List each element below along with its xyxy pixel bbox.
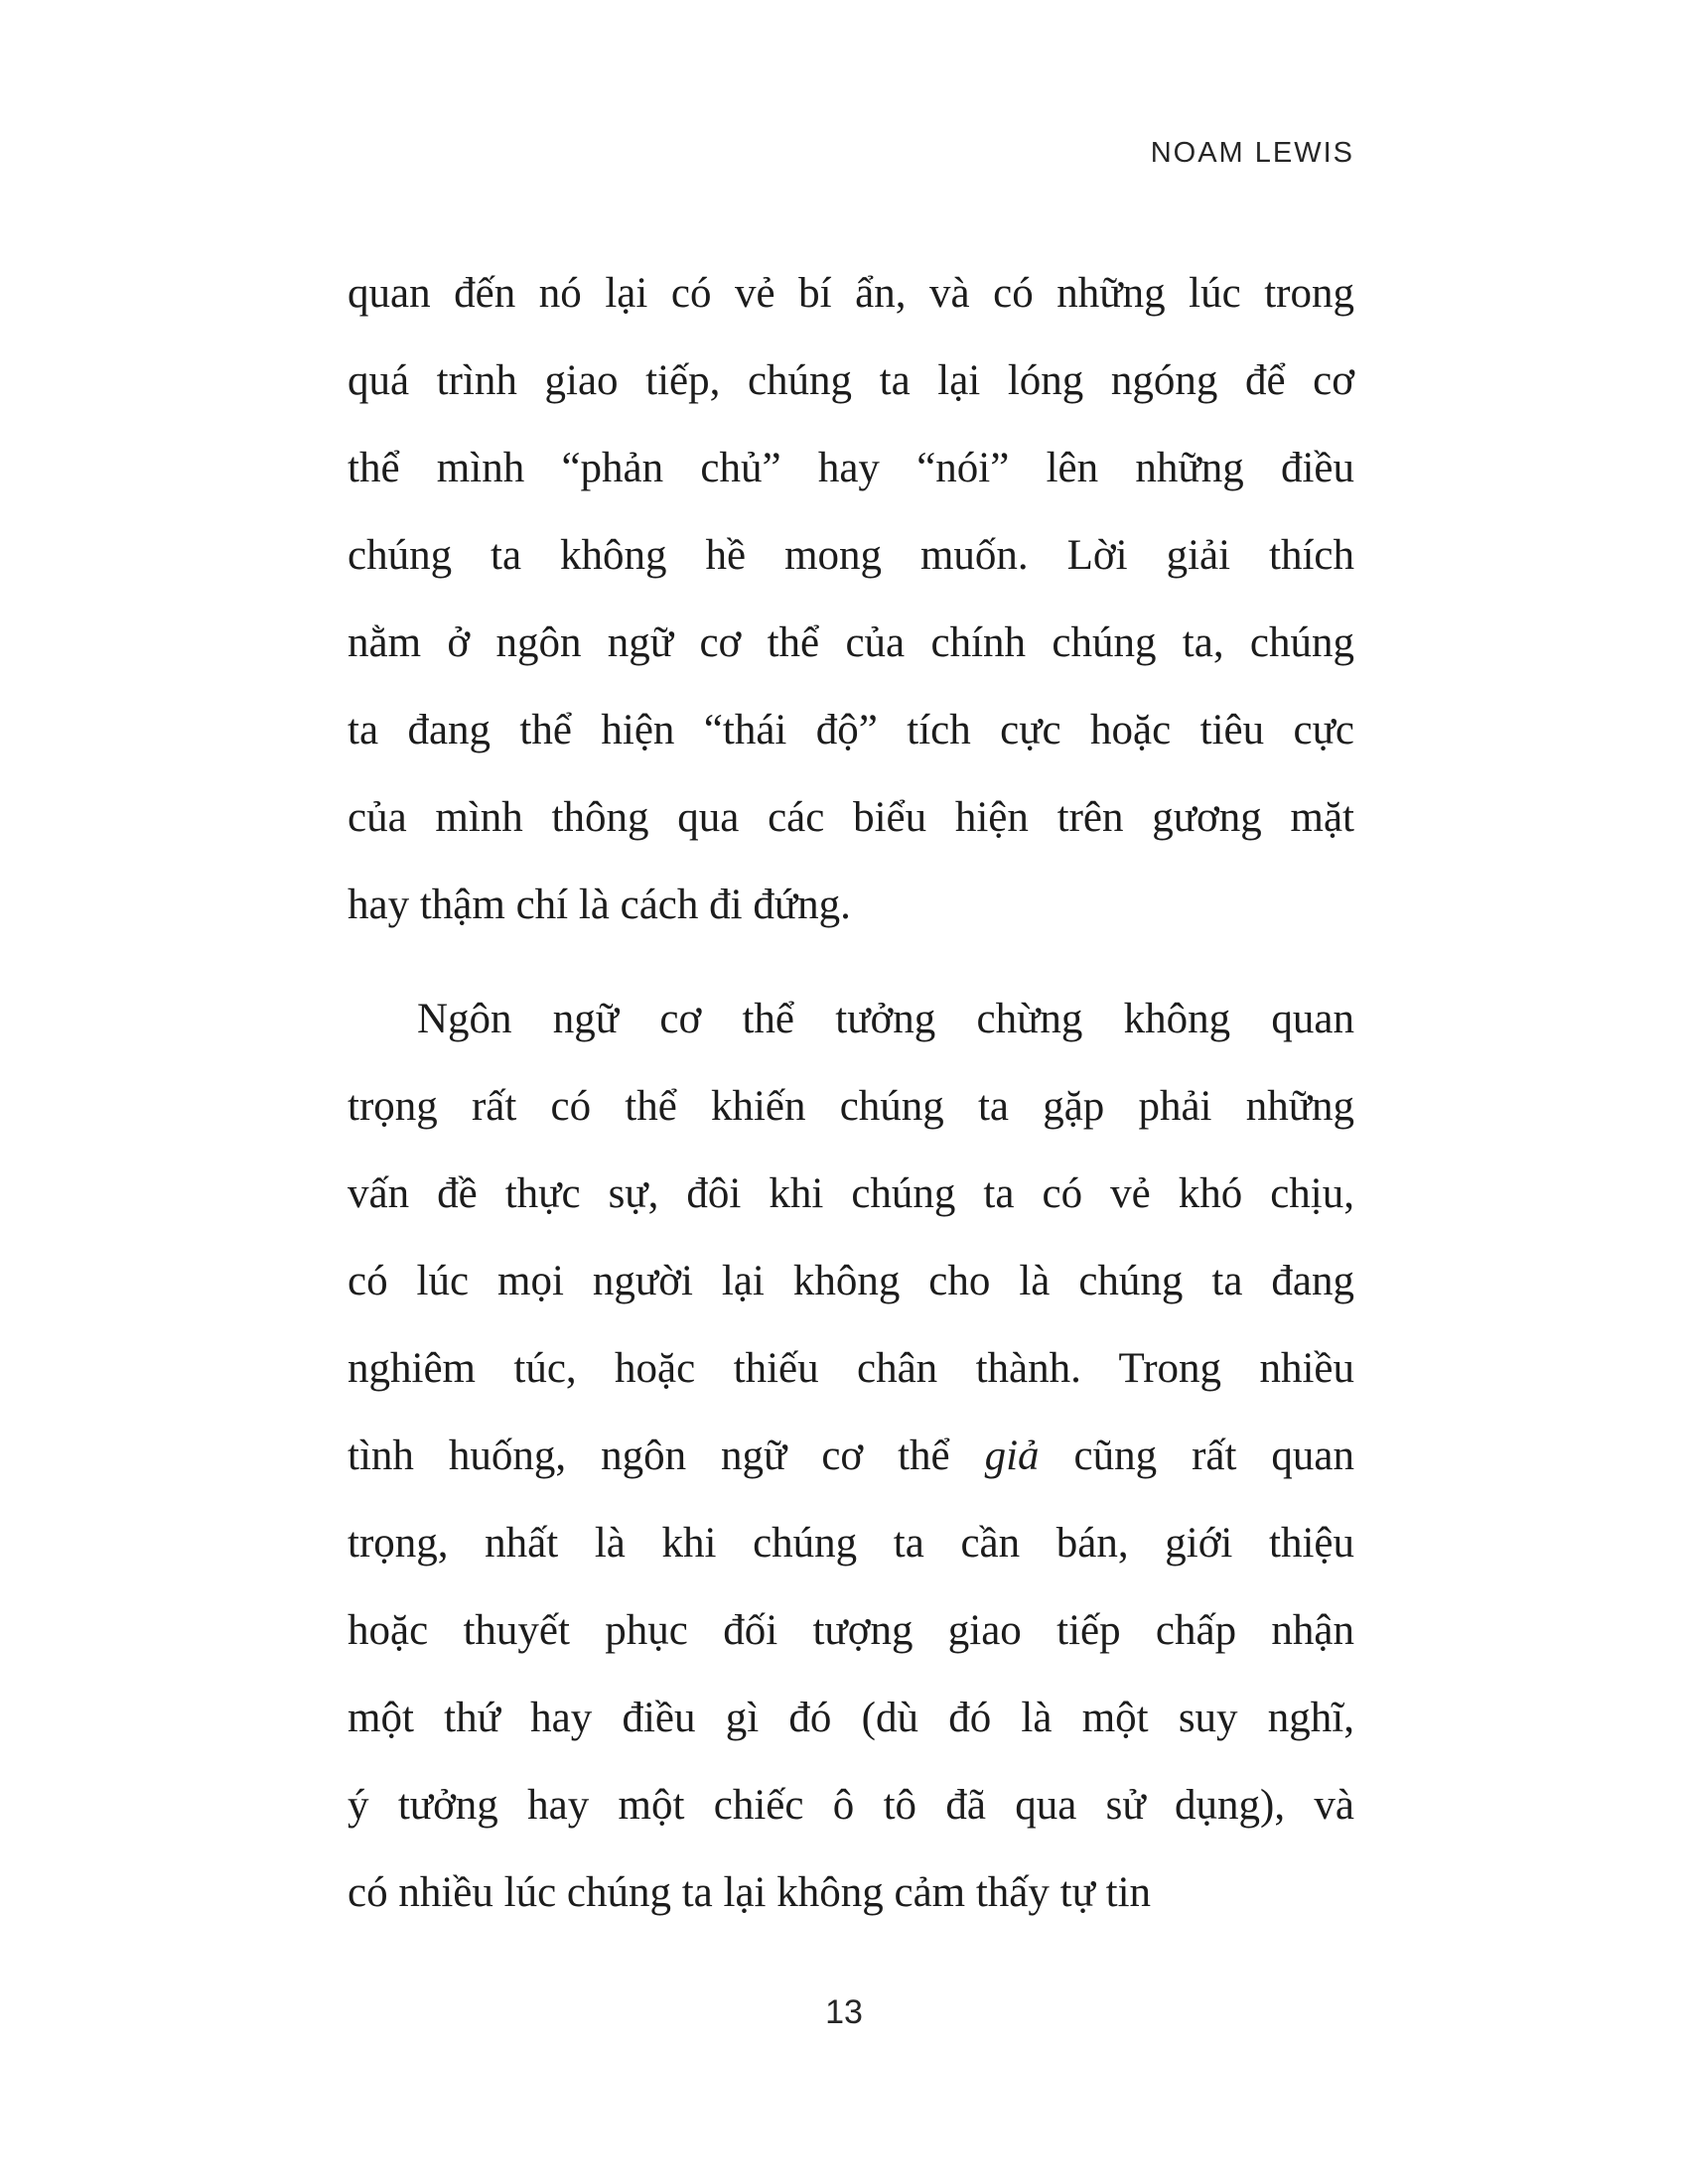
text-line: trọng rất có thể khiến chúng ta gặp phải những bbox=[348, 1083, 1354, 1130]
body-text bbox=[348, 250, 1354, 1937]
text-line: chúng ta không hề mong muốn. Lời giải thích bbox=[348, 532, 1354, 579]
paragraph-1 bbox=[348, 250, 1354, 949]
text-line: Ngôn ngữ cơ thể tưởng chừng không quan bbox=[417, 996, 1354, 1042]
paragraph-2 bbox=[348, 976, 1354, 1937]
page-number: 13 bbox=[825, 1993, 863, 2031]
text-line: vấn đề thực sự, đôi khi chúng ta có vẻ khó chịu, bbox=[348, 1170, 1354, 1217]
text-segment: cũng rất quan bbox=[1039, 1433, 1354, 1479]
text-line: thể mình “phản chủ” hay “nói” lên những điều bbox=[348, 445, 1354, 491]
text-line: hay thậm chí là cách đi đứng. bbox=[348, 882, 851, 928]
text-line: ta đang thể hiện “thái độ” tích cực hoặc tiêu cực bbox=[348, 707, 1354, 753]
text-line: nằm ở ngôn ngữ cơ thể của chính chúng ta, chúng bbox=[348, 619, 1354, 666]
text-line: ý tưởng hay một chiếc ô tô đã qua sử dụng), và bbox=[348, 1782, 1354, 1829]
text-line: hoặc thuyết phục đối tượng giao tiếp chấp nhận bbox=[348, 1607, 1354, 1654]
italic-word: giả bbox=[984, 1433, 1040, 1479]
text-line-with-italic bbox=[348, 1413, 1354, 1500]
text-line: nghiêm túc, hoặc thiếu chân thành. Trong nhiều bbox=[348, 1345, 1354, 1392]
text-line: quan đến nó lại có vẻ bí ẩn, và có những lúc trong bbox=[348, 270, 1354, 317]
text-line: có nhiều lúc chúng ta lại không cảm thấy tự tin bbox=[348, 1869, 1152, 1916]
text-segment: tình huống, ngôn ngữ cơ thể bbox=[348, 1433, 985, 1479]
running-header-author: NOAM LEWIS bbox=[1150, 137, 1354, 169]
text-line: có lúc mọi người lại không cho là chúng ta đang bbox=[348, 1258, 1354, 1304]
text-line: của mình thông qua các biểu hiện trên gương mặt bbox=[348, 794, 1354, 841]
text-line: quá trình giao tiếp, chúng ta lại lóng ngóng để cơ bbox=[348, 357, 1354, 404]
text-line: một thứ hay điều gì đó (dù đó là một suy nghĩ, bbox=[348, 1695, 1354, 1741]
text-line: trọng, nhất là khi chúng ta cần bán, giới thiệu bbox=[348, 1520, 1354, 1567]
